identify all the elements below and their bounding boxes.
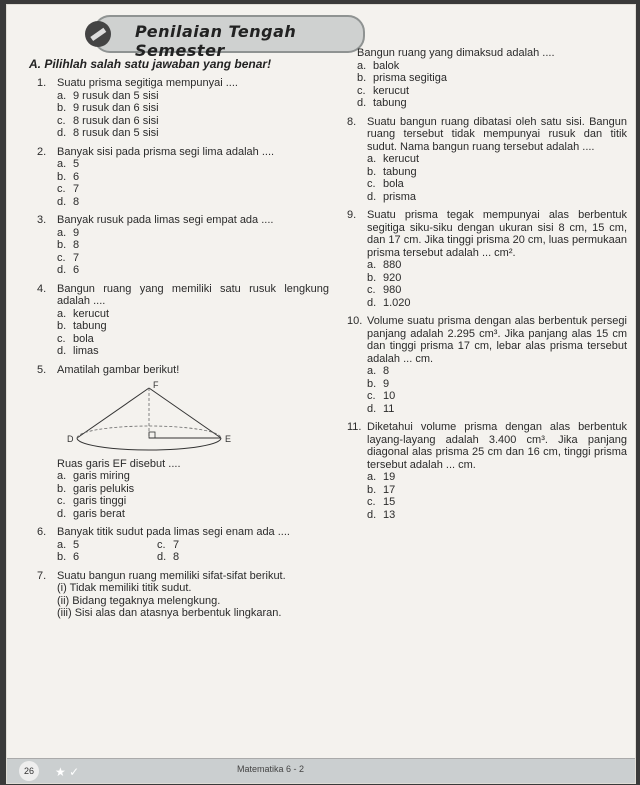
option-d: d. 8	[57, 195, 80, 208]
figure-label-d: D	[67, 434, 74, 444]
option-a: a. 19	[367, 471, 396, 483]
question-4	[37, 283, 329, 358]
question-text: Diketahui volume prisma dengan alas berbentuk layang-layang adalah 3.400 cm³. Jika panjang diagonal alas prisma 25 cm dan 16 cm, tinggi prisma tersebut adalah ... cm.	[367, 421, 627, 471]
question-number: 10.	[347, 315, 363, 327]
question-text: Banyak sisi pada prisma segi lima adalah ....	[57, 145, 275, 158]
option-d: d. 11	[367, 402, 395, 415]
cone-figure	[67, 380, 329, 456]
option-c: c. kerucut	[357, 84, 410, 97]
question-11	[347, 421, 627, 521]
section-instruction: A. Pilihlah salah satu jawaban yang benar!	[29, 57, 272, 71]
option-c: c. garis tinggi	[57, 495, 127, 507]
right-column	[347, 47, 627, 521]
page-footer	[7, 758, 635, 783]
option-c: c. 980	[367, 284, 402, 296]
option-a: a. kerucut	[367, 153, 420, 165]
option-d: d. garis berat	[57, 507, 125, 520]
option-d: d. 6	[57, 264, 80, 276]
star-icon: ★ ✓	[55, 765, 80, 779]
option-d: d. 13	[367, 508, 396, 521]
option-c: c. 7	[57, 251, 80, 264]
option-b: b. 920	[367, 271, 402, 284]
option-d: d. 8 rusuk dan 5 sisi	[57, 127, 159, 139]
question-text: Suatu bangun ruang dibatasi oleh satu sisi. Bangun ruang tersebut tidak mempunyai rusuk dan titik sudut. Nama bangun ruang tersebut adalah ....	[367, 115, 627, 153]
question-7	[37, 570, 329, 620]
option-c: c. bola	[57, 332, 94, 345]
question-text: Bangun ruang yang dimaksud adalah ....	[357, 47, 555, 59]
question-1	[37, 77, 329, 140]
option-c: c. 7	[57, 183, 80, 195]
question-number: 7.	[37, 569, 47, 582]
option-b: b. tabung	[57, 320, 107, 332]
question-text: Bangun ruang yang memiliki satu rusuk lengkung adalah ....	[57, 282, 329, 307]
question-5	[37, 364, 329, 521]
option-a: a. kerucut	[57, 307, 110, 320]
option-c: c. 15	[367, 496, 396, 508]
option-d: d. 1.020	[367, 296, 411, 309]
page-title: Penilaian Tengah Semester	[135, 22, 297, 60]
option-b: b. 8	[57, 239, 80, 251]
header-banner	[93, 15, 365, 60]
question-text: Banyak rusuk pada limas segi empat ada ....	[57, 214, 274, 226]
option-a: a. balok	[357, 59, 400, 72]
option-a: a. 9 rusuk dan 5 sisi	[57, 89, 159, 102]
question-number: 2.	[37, 145, 47, 158]
question-3	[37, 214, 329, 277]
option-c: c. 8 rusuk dan 6 sisi	[57, 114, 159, 127]
question-number: 1.	[37, 77, 47, 89]
question-number: 8.	[347, 115, 357, 128]
question-2	[37, 146, 329, 209]
option-c: c. 7	[157, 538, 180, 551]
question-10	[347, 315, 627, 415]
option-a: a. 9	[57, 226, 80, 239]
option-b: b. 6	[57, 551, 80, 563]
question-6	[37, 526, 329, 564]
page-number: 26	[19, 761, 39, 781]
question-number: 5.	[37, 363, 47, 376]
option-b: b. 17	[367, 483, 396, 496]
question-text: Volume suatu prisma dengan alas berbentuk persegi panjang adalah 2.295 cm³. Jika panjang alas 15 cm dan tinggi prisma 17 cm, lebar alas prisma tersebut adalah ... cm.	[367, 315, 627, 365]
option-a: a. garis miring	[57, 470, 130, 482]
option-c: c. 10	[367, 390, 396, 402]
question-text: Banyak titik sudut pada limas segi enam ada ....	[57, 526, 290, 538]
question-number: 11.	[347, 421, 362, 433]
question-7-continued	[347, 47, 627, 110]
question-text: Amatilah gambar berikut!	[57, 363, 180, 376]
worksheet-page	[6, 4, 636, 784]
option-b: b. prisma segitiga	[357, 72, 447, 84]
option-a: a. 5	[57, 158, 80, 170]
option-a: a. 5	[57, 538, 80, 551]
question-number: 3.	[37, 214, 47, 226]
figure-label-e: E	[225, 434, 232, 444]
option-b: b. 9 rusuk dan 6 sisi	[57, 102, 159, 114]
option-c: c. bola	[367, 178, 404, 190]
option-a: a. 880	[367, 259, 402, 271]
question-stem: Ruas garis EF disebut ....	[57, 457, 181, 470]
option-b: b. tabung	[367, 165, 417, 178]
question-number: 9.	[347, 209, 357, 221]
question-text: Suatu bangun ruang memiliki sifat-sifat berikut.	[57, 569, 286, 582]
option-d: d. tabung	[357, 97, 407, 109]
question-number: 6.	[37, 526, 47, 538]
pencil-icon	[85, 21, 111, 47]
option-b: b. garis pelukis	[57, 482, 135, 495]
option-d: d. limas	[57, 345, 99, 357]
question-text: Suatu prisma tegak mempunyai alas berbentuk segitiga siku-siku dengan ukuran sisi 8 cm, 15 cm, dan 17 cm. Jika tinggi prisma 20 cm, luas permukaan prisma tersebut adalah ... cm².	[367, 209, 627, 259]
statement-i: (i) Tidak memiliki titik sudut.	[57, 582, 192, 594]
statement-iii: (iii) Sisi alas dan atasnya berbentuk lingkaran.	[57, 607, 282, 619]
option-b: b. 6	[57, 170, 80, 183]
statement-ii: (ii) Bidang tegaknya melengkung.	[57, 594, 221, 607]
figure-label-f: F	[153, 380, 159, 390]
question-text: Suatu prisma segitiga mempunyai ....	[57, 77, 238, 89]
option-b: b. 9	[367, 377, 390, 390]
left-column	[37, 71, 329, 620]
question-9	[347, 209, 627, 309]
book-title: Matematika 6 - 2	[237, 764, 305, 774]
option-d: d. 8	[157, 551, 180, 563]
question-8	[347, 116, 627, 204]
option-d: d. prisma	[367, 190, 417, 203]
question-number: 4.	[37, 282, 47, 295]
option-a: a. 8	[367, 365, 390, 377]
